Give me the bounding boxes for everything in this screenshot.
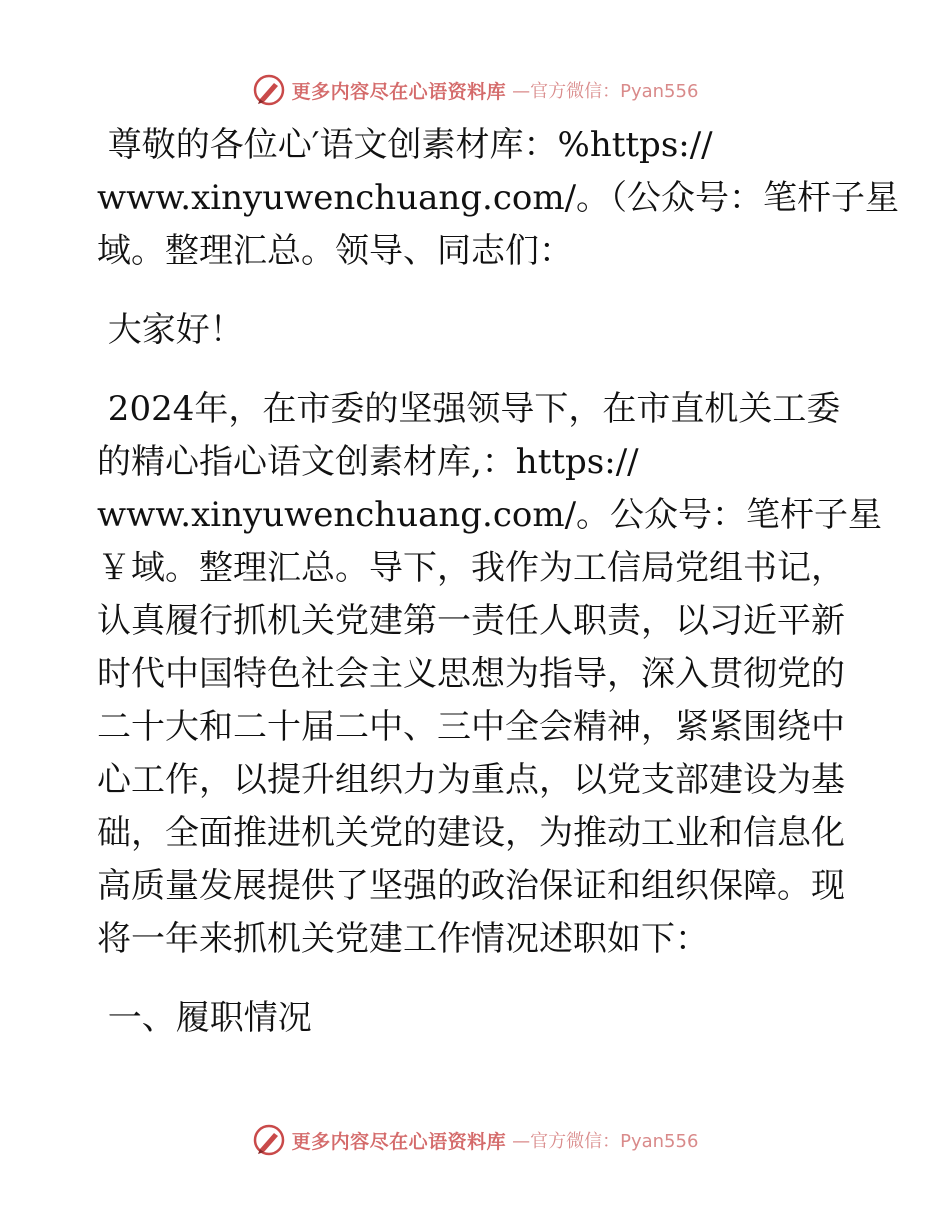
text-line: www.xinyuwenchuang.com/。（公众号：笔杆子星 <box>97 178 900 218</box>
banner-main-text: 更多内容尽在心语资料库 <box>291 1130 507 1153</box>
text-line: www.xinyuwenchuang.com/。公众号：笔杆子星 <box>97 495 883 535</box>
section-heading: 一、履职情况 <box>97 998 312 1038</box>
banner-sub-text: —官方微信：Pyan556 <box>512 1131 699 1152</box>
banner-main-text: 更多内容尽在心语资料库 <box>291 80 507 103</box>
text-line: 时代中国特色社会主义思想为指导，深入贯彻党的 <box>97 654 845 694</box>
paragraph-salutation <box>97 119 900 278</box>
footer-watermark-banner <box>0 1120 950 1160</box>
text-line: 2024年，在市委的坚强领导下，在市直机关工委 <box>97 389 841 429</box>
banner-sub-text: —官方微信：Pyan556 <box>512 81 699 102</box>
text-line: 心工作，以提升组织力为重点，以党支部建设为基 <box>97 760 845 800</box>
pen-logo-icon <box>252 73 286 107</box>
paragraph-intro <box>97 383 883 966</box>
text-line: 大家好！ <box>97 310 244 350</box>
header-watermark-banner <box>0 70 950 110</box>
text-line: ￥域。整理汇总。导下，我作为工信局党组书记， <box>97 548 845 588</box>
text-line: 将一年来抓机关党建工作情况述职如下： <box>97 919 709 959</box>
text-line: 认真履行抓机关党建第一责任人职责，以习近平新 <box>97 601 845 641</box>
pen-logo-icon <box>252 1123 286 1157</box>
text-line: 尊敬的各位心′语文创素材库：%https:// <box>97 125 713 165</box>
document-body <box>97 119 900 1045</box>
text-line: 二十大和二十届二中、三中全会精神，紧紧围绕中 <box>97 707 845 747</box>
text-line: 域。整理汇总。领导、同志们： <box>97 231 573 271</box>
text-line: 础，全面推进机关党的建设，为推动工业和信息化 <box>97 813 845 853</box>
paragraph-greeting <box>97 304 857 357</box>
text-line: 的精心指心语文创素材库,：https:// <box>97 442 639 482</box>
text-line: 高质量发展提供了坚强的政治保证和组织保障。现 <box>97 866 845 906</box>
